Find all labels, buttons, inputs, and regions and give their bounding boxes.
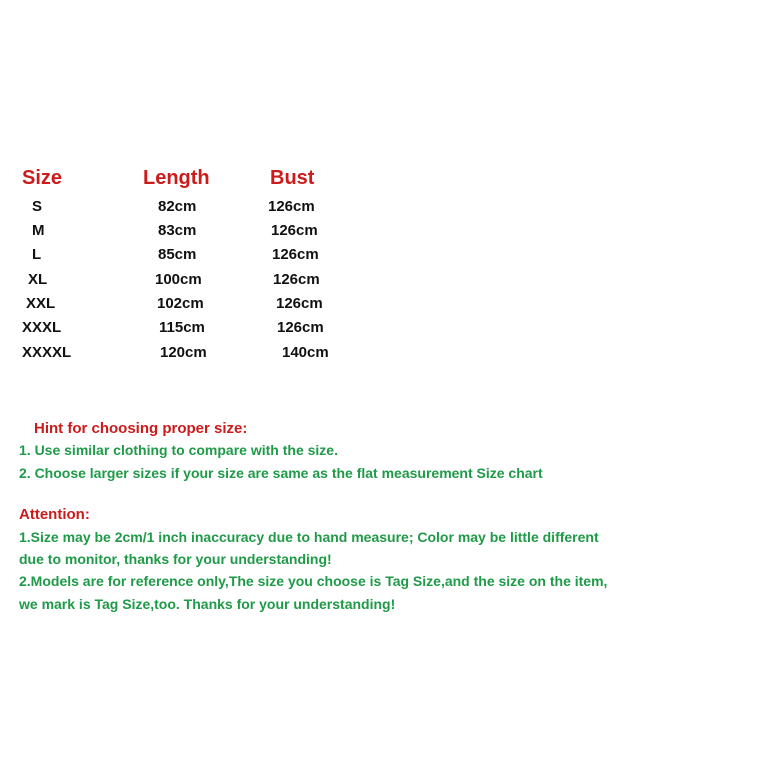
row-l-length: 85cm <box>158 246 197 263</box>
row-xxl-bust: 126cm <box>276 295 323 312</box>
row-xxxxl-bust: 140cm <box>282 344 329 361</box>
row-xxxl-length: 115cm <box>159 319 205 336</box>
attention-line-2: due to monitor, thanks for your understanding! <box>19 551 332 567</box>
header-bust: Bust <box>270 167 315 189</box>
row-xl-size: XL <box>28 271 48 288</box>
header-size: Size <box>22 167 63 189</box>
row-xxl-size: XXL <box>26 295 56 312</box>
attention-line-3: 2.Models are for reference only,The size you choose is Tag Size,and the size on the item, <box>19 573 608 589</box>
hint-line-2: 2. Choose larger sizes if your size are same as the flat measurement Size chart <box>19 465 543 481</box>
row-xxxl-bust: 126cm <box>277 319 324 336</box>
row-m-bust: 126cm <box>271 222 318 239</box>
row-xxxxl-size: XXXXL <box>22 344 72 361</box>
attention-line-4: we mark is Tag Size,too. Thanks for your understanding! <box>19 596 396 612</box>
row-xl-length: 100cm <box>155 271 202 288</box>
row-s-bust: 126cm <box>268 198 315 215</box>
row-xxl-length: 102cm <box>157 295 204 312</box>
row-xl-bust: 126cm <box>273 271 320 288</box>
hint-title: Hint for choosing proper size: <box>34 420 248 437</box>
row-l-bust: 126cm <box>272 246 319 263</box>
row-xxxl-size: XXXL <box>22 319 62 336</box>
row-m-length: 83cm <box>158 222 197 239</box>
row-l-size: L <box>32 246 42 263</box>
hint-line-1: 1. Use similar clothing to compare with the size. <box>19 442 338 458</box>
row-s-size: S <box>32 198 43 215</box>
attention-title: Attention: <box>19 506 90 523</box>
header-length: Length <box>143 167 210 189</box>
row-s-length: 82cm <box>158 198 197 215</box>
attention-line-1: 1.Size may be 2cm/1 inch inaccuracy due to hand measure; Color may be little different <box>19 529 599 545</box>
row-m-size: M <box>32 222 45 239</box>
row-xxxxl-length: 120cm <box>160 344 207 361</box>
